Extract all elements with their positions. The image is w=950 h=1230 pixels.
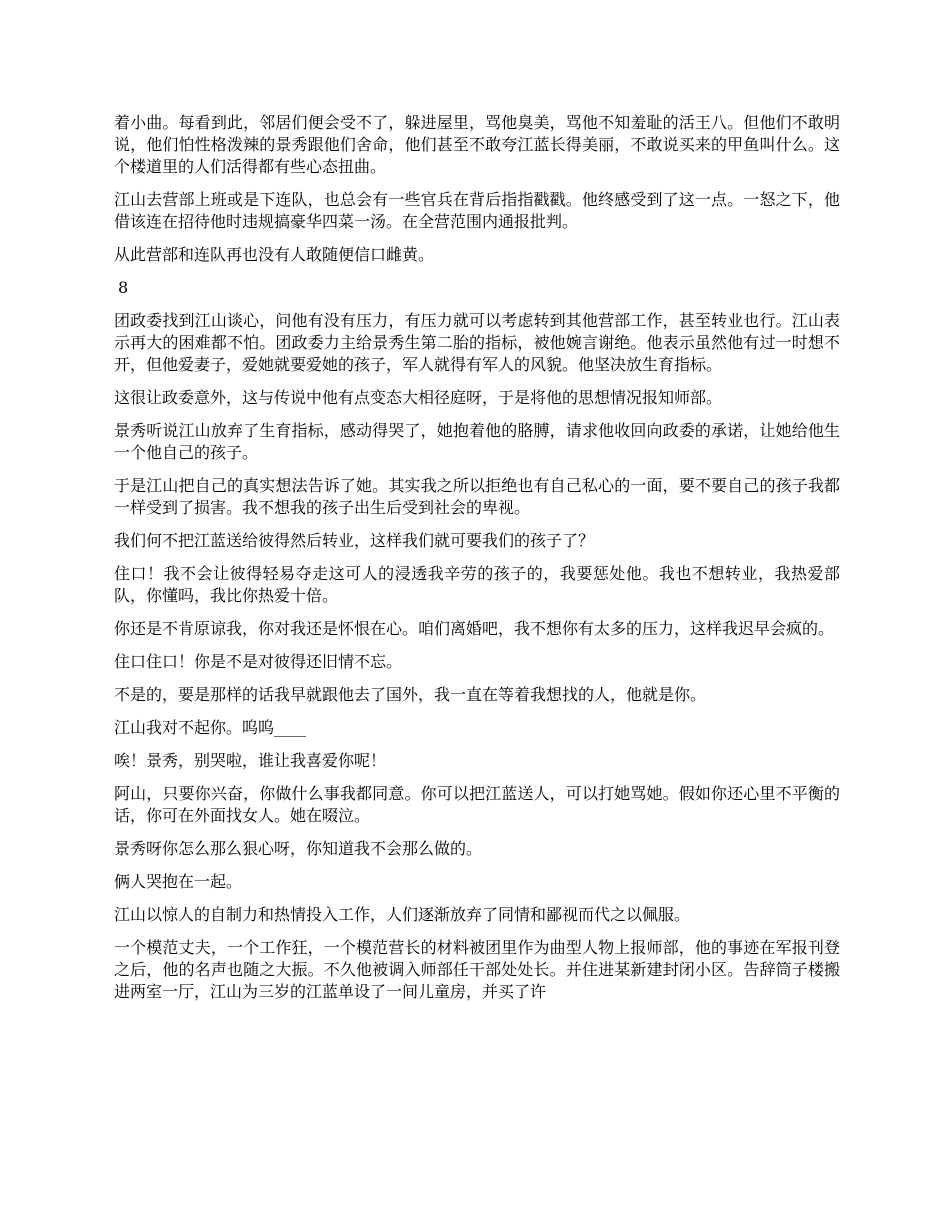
- section-number: 8: [118, 278, 129, 297]
- paragraph: 景秀听说江山放弃了生育指标，感动得哭了，她抱着他的胳膊，请求他收回向政委的承诺，让她给他生一个他自己的孩子。: [114, 421, 840, 462]
- paragraph: 俩人哭抱在一起。: [114, 872, 243, 891]
- paragraph: 阿山，只要你兴奋，你做什么事我都同意。你可以把江蓝送人，可以打她骂她。假如你还心里不平衡的话，你可在外面找女人。她在啜泣。: [114, 784, 840, 825]
- paragraph: 于是江山把自己的真实想法告诉了她。其实我之所以拒绝也有自己私心的一面，要不要自己的孩子我都一样受到了损害。我不想我的孩子出生后受到社会的卑视。: [114, 476, 840, 517]
- paragraph: 从此营部和连队再也没有人敢随便信口雌黄。: [114, 245, 435, 264]
- paragraph: 着小曲。每看到此，邻居们便会受不了，躲进屋里，骂他臭美，骂他不知羞耻的活王八。但他们不敢明说，他们怕性格泼辣的景秀跟他们舍命，他们甚至不敢夸江蓝长得美丽，不敢说买来的甲鱼叫什么。这个楼道里的人们活得都有些心态扭曲。: [114, 113, 840, 176]
- paragraph: 不是的，要是那样的话我早就跟他去了国外，我一直在等着我想找的人，他就是你。: [114, 685, 707, 704]
- paragraph: 你还是不肯原谅我，你对我还是怀恨在心。咱们离婚吧，我不想你有太多的压力，这样我迟早会疯的。: [114, 619, 835, 638]
- paragraph: 景秀呀你怎么那么狠心呀，你知道我不会那么做的。: [114, 839, 483, 858]
- paragraph: 江山去营部上班或是下连队，也总会有一些官兵在背后指指戳戳。他终感受到了这一点。一怒之下，他借该连在招待他时违规搞豪华四菜一汤。在全营范围内通报批判。: [114, 190, 840, 231]
- paragraph: 一个模范丈夫，一个工作狂，一个模范营长的材料被团里作为曲型人物上报师部，他的事迹在军报刊登之后，他的名声也随之大振。不久他被调入师部任干部处处长。并住进某新建封闭小区。告辞筒子楼搬进两室一厅，江山为三岁的江蓝单设了一间儿童房，并买了许: [114, 938, 840, 1001]
- paragraph: 这很让政委意外，这与传说中他有点变态大相径庭呀，于是将他的思想情况报知师部。: [114, 388, 723, 407]
- document-page: [114, 112, 840, 1014]
- paragraph: 我们何不把江蓝送给彼得然后转业，这样我们就可要我们的孩子了？: [114, 531, 595, 550]
- paragraph: 住口住口！你是不是对彼得还旧情不忘。: [114, 652, 403, 671]
- paragraph: 江山以惊人的自制力和热情投入工作，人们逐渐放弃了同情和鄙视而代之以佩服。: [114, 905, 691, 924]
- paragraph: 团政委找到江山谈心，问他有没有压力，有压力就可以考虑转到其他营部工作，甚至转业也行。江山表示再大的困难都不怕。团政委力主给景秀生第二胎的指标，被他婉言谢绝。他表示虽然他有过一时想不开，但他爱妻子，爱她就要爱她的孩子，军人就得有军人的风貌。他坚决放生育指标。: [114, 311, 840, 374]
- paragraph: 江山我对不起你。呜呜____: [114, 718, 307, 737]
- paragraph: 住口！我不会让彼得轻易夺走这可人的浸透我辛劳的孩子的，我要惩处他。我也不想转业，我热爱部队，你懂吗，我比你热爱十倍。: [114, 564, 840, 605]
- paragraph: 唉！景秀，别哭啦，谁让我喜爱你呢！: [114, 751, 387, 770]
